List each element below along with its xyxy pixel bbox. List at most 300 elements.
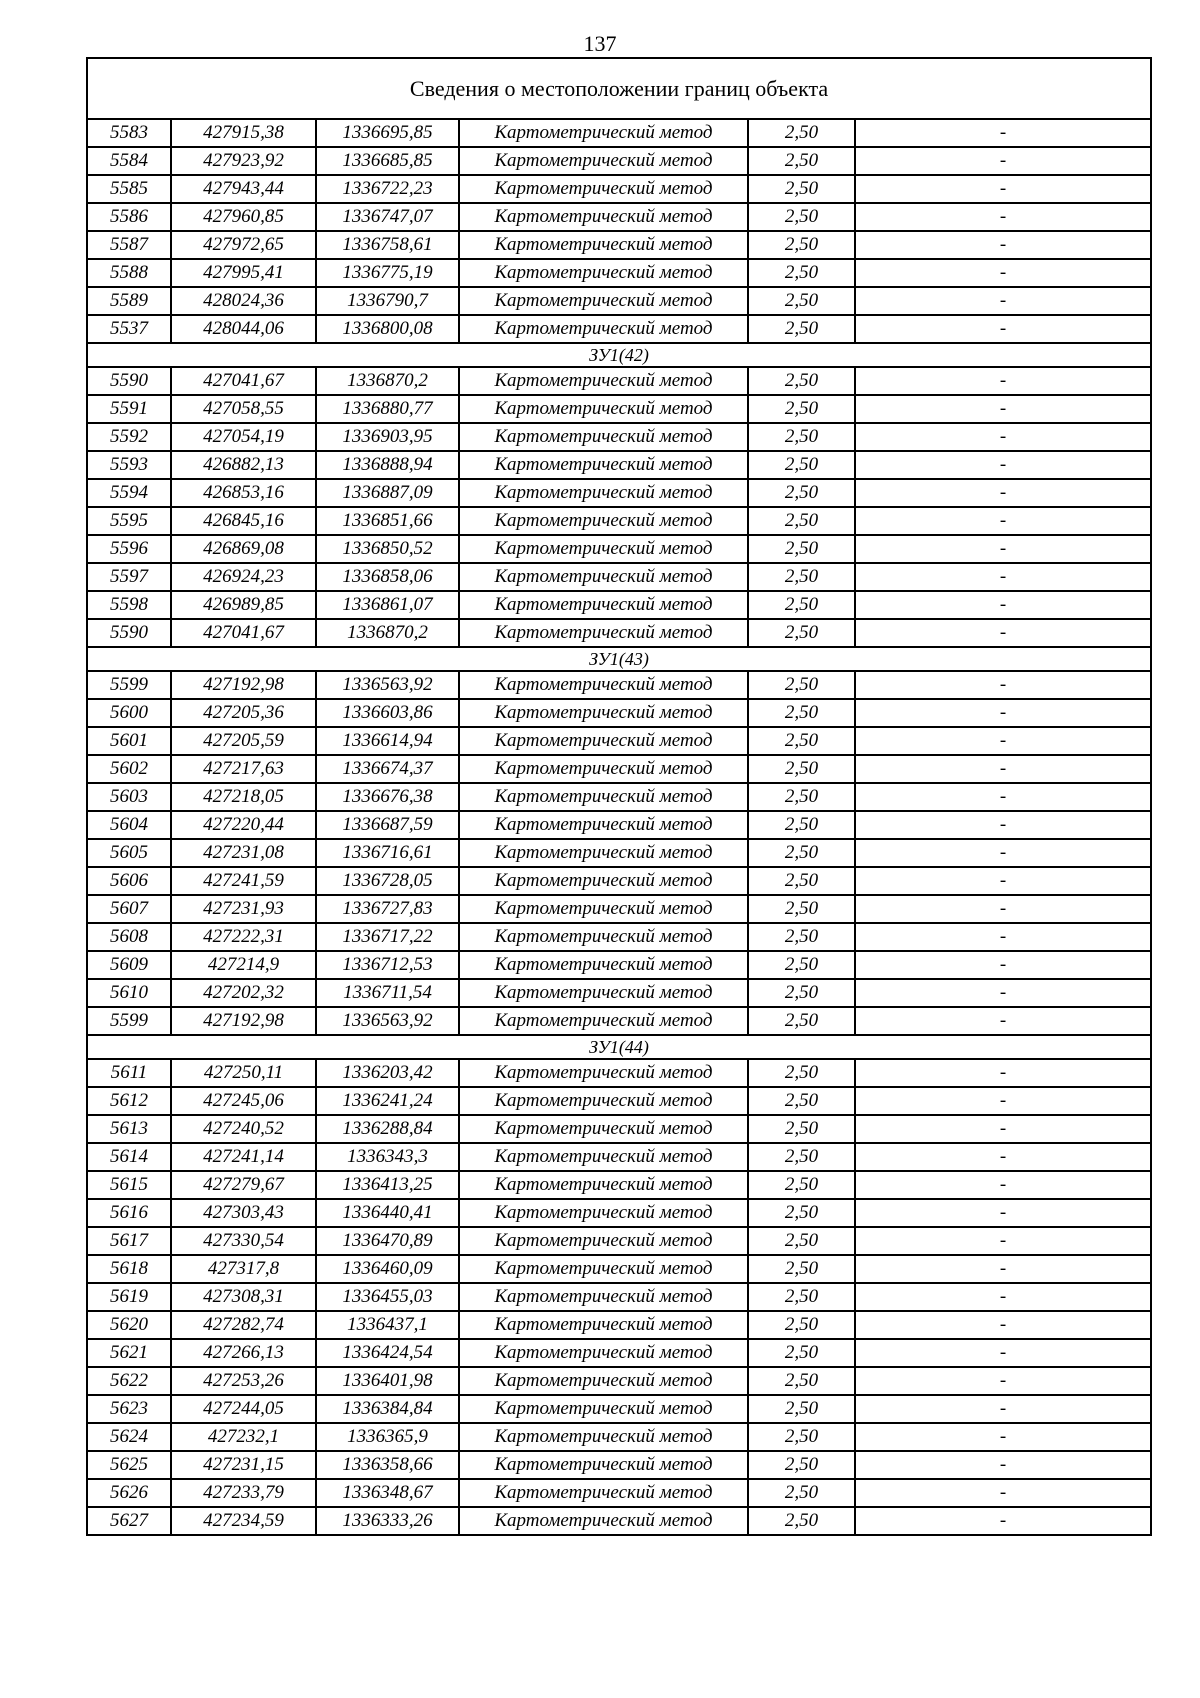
- accuracy-cell: 2,50: [748, 867, 855, 895]
- y-coordinate-cell: 1336717,22: [316, 923, 459, 951]
- method-cell: Картометрический метод: [459, 1367, 748, 1395]
- y-coordinate-cell: 1336888,94: [316, 451, 459, 479]
- method-cell: Картометрический метод: [459, 895, 748, 923]
- point-number-cell: 5589: [87, 287, 171, 315]
- y-coordinate-cell: 1336903,95: [316, 423, 459, 451]
- point-number-cell: 5597: [87, 563, 171, 591]
- point-number-cell: 5599: [87, 671, 171, 699]
- method-cell: Картометрический метод: [459, 1115, 748, 1143]
- method-cell: Картометрический метод: [459, 1311, 748, 1339]
- accuracy-cell: 2,50: [748, 395, 855, 423]
- y-coordinate-cell: 1336870,2: [316, 619, 459, 647]
- table-row: [87, 1115, 1151, 1143]
- table-row: [87, 1339, 1151, 1367]
- point-number-cell: 5622: [87, 1367, 171, 1395]
- method-cell: Картометрический метод: [459, 423, 748, 451]
- description-cell: -: [855, 1007, 1151, 1035]
- table-row: [87, 755, 1151, 783]
- table-row: [87, 1059, 1151, 1087]
- accuracy-cell: 2,50: [748, 671, 855, 699]
- y-coordinate-cell: 1336685,85: [316, 147, 459, 175]
- x-coordinate-cell: 427960,85: [171, 203, 316, 231]
- table-row: [87, 923, 1151, 951]
- point-number-cell: 5627: [87, 1507, 171, 1535]
- x-coordinate-cell: 427205,59: [171, 727, 316, 755]
- point-number-cell: 5590: [87, 619, 171, 647]
- table-row: [87, 1143, 1151, 1171]
- description-cell: -: [855, 1087, 1151, 1115]
- description-cell: -: [855, 783, 1151, 811]
- accuracy-cell: 2,50: [748, 1395, 855, 1423]
- method-cell: Картометрический метод: [459, 1199, 748, 1227]
- description-cell: -: [855, 755, 1151, 783]
- group-label: ЗУ1(42): [87, 343, 1151, 367]
- point-number-cell: 5588: [87, 259, 171, 287]
- point-number-cell: 5607: [87, 895, 171, 923]
- method-cell: Картометрический метод: [459, 619, 748, 647]
- method-cell: Картометрический метод: [459, 811, 748, 839]
- accuracy-cell: 2,50: [748, 287, 855, 315]
- point-number-cell: 5598: [87, 591, 171, 619]
- x-coordinate-cell: 427192,98: [171, 1007, 316, 1035]
- method-cell: Картометрический метод: [459, 1227, 748, 1255]
- y-coordinate-cell: 1336440,41: [316, 1199, 459, 1227]
- accuracy-cell: 2,50: [748, 119, 855, 147]
- description-cell: -: [855, 619, 1151, 647]
- description-cell: -: [855, 1507, 1151, 1535]
- table-row: [87, 1283, 1151, 1311]
- y-coordinate-cell: 1336747,07: [316, 203, 459, 231]
- description-cell: -: [855, 259, 1151, 287]
- group-header-row: [87, 343, 1151, 367]
- method-cell: Картометрический метод: [459, 671, 748, 699]
- accuracy-cell: 2,50: [748, 619, 855, 647]
- y-coordinate-cell: 1336861,07: [316, 591, 459, 619]
- x-coordinate-cell: 427995,41: [171, 259, 316, 287]
- point-number-cell: 5603: [87, 783, 171, 811]
- method-cell: Картометрический метод: [459, 951, 748, 979]
- x-coordinate-cell: 427231,15: [171, 1451, 316, 1479]
- description-cell: -: [855, 979, 1151, 1007]
- x-coordinate-cell: 426845,16: [171, 507, 316, 535]
- table-row: [87, 423, 1151, 451]
- table-row: [87, 507, 1151, 535]
- x-coordinate-cell: 427222,31: [171, 923, 316, 951]
- y-coordinate-cell: 1336676,38: [316, 783, 459, 811]
- table-row: [87, 1199, 1151, 1227]
- description-cell: -: [855, 1199, 1151, 1227]
- y-coordinate-cell: 1336343,3: [316, 1143, 459, 1171]
- point-number-cell: 5590: [87, 367, 171, 395]
- y-coordinate-cell: 1336333,26: [316, 1507, 459, 1535]
- accuracy-cell: 2,50: [748, 259, 855, 287]
- accuracy-cell: 2,50: [748, 1311, 855, 1339]
- y-coordinate-cell: 1336775,19: [316, 259, 459, 287]
- method-cell: Картометрический метод: [459, 1451, 748, 1479]
- point-number-cell: 5624: [87, 1423, 171, 1451]
- x-coordinate-cell: 427058,55: [171, 395, 316, 423]
- description-cell: -: [855, 1367, 1151, 1395]
- table-row: [87, 867, 1151, 895]
- y-coordinate-cell: 1336674,37: [316, 755, 459, 783]
- description-cell: -: [855, 591, 1151, 619]
- x-coordinate-cell: 427266,13: [171, 1339, 316, 1367]
- x-coordinate-cell: 427244,05: [171, 1395, 316, 1423]
- method-cell: Картометрический метод: [459, 1339, 748, 1367]
- table-row: [87, 895, 1151, 923]
- table-row: [87, 259, 1151, 287]
- accuracy-cell: 2,50: [748, 315, 855, 343]
- x-coordinate-cell: 427234,59: [171, 1507, 316, 1535]
- description-cell: -: [855, 1115, 1151, 1143]
- table-title-row: [87, 58, 1151, 119]
- accuracy-cell: 2,50: [748, 451, 855, 479]
- accuracy-cell: 2,50: [748, 839, 855, 867]
- x-coordinate-cell: 427205,36: [171, 699, 316, 727]
- x-coordinate-cell: 427303,43: [171, 1199, 316, 1227]
- x-coordinate-cell: 427279,67: [171, 1171, 316, 1199]
- x-coordinate-cell: 427232,1: [171, 1423, 316, 1451]
- description-cell: -: [855, 727, 1151, 755]
- description-cell: -: [855, 1255, 1151, 1283]
- point-number-cell: 5537: [87, 315, 171, 343]
- point-number-cell: 5600: [87, 699, 171, 727]
- description-cell: -: [855, 1059, 1151, 1087]
- table-title: Сведения о местоположении границ объекта: [87, 58, 1151, 119]
- point-number-cell: 5606: [87, 867, 171, 895]
- x-coordinate-cell: 427041,67: [171, 619, 316, 647]
- point-number-cell: 5604: [87, 811, 171, 839]
- x-coordinate-cell: 427241,59: [171, 867, 316, 895]
- method-cell: Картометрический метод: [459, 923, 748, 951]
- method-cell: Картометрический метод: [459, 1479, 748, 1507]
- point-number-cell: 5619: [87, 1283, 171, 1311]
- accuracy-cell: 2,50: [748, 755, 855, 783]
- method-cell: Картометрический метод: [459, 839, 748, 867]
- y-coordinate-cell: 1336455,03: [316, 1283, 459, 1311]
- description-cell: -: [855, 1227, 1151, 1255]
- method-cell: Картометрический метод: [459, 1007, 748, 1035]
- table-row: [87, 231, 1151, 259]
- description-cell: -: [855, 535, 1151, 563]
- x-coordinate-cell: 426924,23: [171, 563, 316, 591]
- description-cell: -: [855, 451, 1151, 479]
- group-header-row: [87, 1035, 1151, 1059]
- group-label: ЗУ1(43): [87, 647, 1151, 671]
- table-row: [87, 1367, 1151, 1395]
- description-cell: -: [855, 287, 1151, 315]
- method-cell: Картометрический метод: [459, 727, 748, 755]
- table-row: [87, 395, 1151, 423]
- table-row: [87, 727, 1151, 755]
- point-number-cell: 5584: [87, 147, 171, 175]
- x-coordinate-cell: 427250,11: [171, 1059, 316, 1087]
- y-coordinate-cell: 1336384,84: [316, 1395, 459, 1423]
- method-cell: Картометрический метод: [459, 1143, 748, 1171]
- description-cell: -: [855, 1423, 1151, 1451]
- y-coordinate-cell: 1336203,42: [316, 1059, 459, 1087]
- accuracy-cell: 2,50: [748, 1283, 855, 1311]
- method-cell: Картометрический метод: [459, 867, 748, 895]
- accuracy-cell: 2,50: [748, 699, 855, 727]
- table-row: [87, 699, 1151, 727]
- method-cell: Картометрический метод: [459, 119, 748, 147]
- y-coordinate-cell: 1336288,84: [316, 1115, 459, 1143]
- accuracy-cell: 2,50: [748, 1143, 855, 1171]
- accuracy-cell: 2,50: [748, 367, 855, 395]
- method-cell: Картометрический метод: [459, 287, 748, 315]
- table-row: [87, 811, 1151, 839]
- x-coordinate-cell: 428044,06: [171, 315, 316, 343]
- method-cell: Картометрический метод: [459, 395, 748, 423]
- x-coordinate-cell: 427218,05: [171, 783, 316, 811]
- y-coordinate-cell: 1336563,92: [316, 1007, 459, 1035]
- table-row: [87, 1007, 1151, 1035]
- y-coordinate-cell: 1336401,98: [316, 1367, 459, 1395]
- method-cell: Картометрический метод: [459, 1423, 748, 1451]
- x-coordinate-cell: 427943,44: [171, 175, 316, 203]
- y-coordinate-cell: 1336800,08: [316, 315, 459, 343]
- description-cell: -: [855, 175, 1151, 203]
- table-row: [87, 1171, 1151, 1199]
- description-cell: -: [855, 1283, 1151, 1311]
- x-coordinate-cell: 426853,16: [171, 479, 316, 507]
- accuracy-cell: 2,50: [748, 923, 855, 951]
- accuracy-cell: 2,50: [748, 951, 855, 979]
- y-coordinate-cell: 1336758,61: [316, 231, 459, 259]
- description-cell: -: [855, 1339, 1151, 1367]
- description-cell: -: [855, 507, 1151, 535]
- accuracy-cell: 2,50: [748, 1171, 855, 1199]
- x-coordinate-cell: 427241,14: [171, 1143, 316, 1171]
- method-cell: Картометрический метод: [459, 451, 748, 479]
- point-number-cell: 5621: [87, 1339, 171, 1367]
- table-row: [87, 1479, 1151, 1507]
- x-coordinate-cell: 427282,74: [171, 1311, 316, 1339]
- x-coordinate-cell: 427233,79: [171, 1479, 316, 1507]
- description-cell: -: [855, 1311, 1151, 1339]
- description-cell: -: [855, 1451, 1151, 1479]
- x-coordinate-cell: 426989,85: [171, 591, 316, 619]
- y-coordinate-cell: 1336870,2: [316, 367, 459, 395]
- accuracy-cell: 2,50: [748, 1339, 855, 1367]
- accuracy-cell: 2,50: [748, 811, 855, 839]
- y-coordinate-cell: 1336728,05: [316, 867, 459, 895]
- y-coordinate-cell: 1336687,59: [316, 811, 459, 839]
- page-number: 137: [583, 31, 617, 56]
- description-cell: -: [855, 563, 1151, 591]
- point-number-cell: 5605: [87, 839, 171, 867]
- accuracy-cell: 2,50: [748, 1507, 855, 1535]
- accuracy-cell: 2,50: [748, 979, 855, 1007]
- point-number-cell: 5616: [87, 1199, 171, 1227]
- point-number-cell: 5601: [87, 727, 171, 755]
- accuracy-cell: 2,50: [748, 563, 855, 591]
- accuracy-cell: 2,50: [748, 895, 855, 923]
- table-row: [87, 203, 1151, 231]
- table-row: [87, 367, 1151, 395]
- method-cell: Картометрический метод: [459, 315, 748, 343]
- description-cell: -: [855, 119, 1151, 147]
- group-label: ЗУ1(44): [87, 1035, 1151, 1059]
- method-cell: Картометрический метод: [459, 1507, 748, 1535]
- x-coordinate-cell: 427192,98: [171, 671, 316, 699]
- description-cell: -: [855, 895, 1151, 923]
- x-coordinate-cell: 427308,31: [171, 1283, 316, 1311]
- accuracy-cell: 2,50: [748, 1367, 855, 1395]
- method-cell: Картометрический метод: [459, 979, 748, 1007]
- table-row: [87, 619, 1151, 647]
- point-number-cell: 5618: [87, 1255, 171, 1283]
- method-cell: Картометрический метод: [459, 231, 748, 259]
- table-row: [87, 287, 1151, 315]
- y-coordinate-cell: 1336241,24: [316, 1087, 459, 1115]
- x-coordinate-cell: 427054,19: [171, 423, 316, 451]
- y-coordinate-cell: 1336880,77: [316, 395, 459, 423]
- accuracy-cell: 2,50: [748, 147, 855, 175]
- x-coordinate-cell: 427317,8: [171, 1255, 316, 1283]
- x-coordinate-cell: 427240,52: [171, 1115, 316, 1143]
- point-number-cell: 5586: [87, 203, 171, 231]
- point-number-cell: 5612: [87, 1087, 171, 1115]
- accuracy-cell: 2,50: [748, 1059, 855, 1087]
- x-coordinate-cell: 427330,54: [171, 1227, 316, 1255]
- table-row: [87, 479, 1151, 507]
- method-cell: Картометрический метод: [459, 1059, 748, 1087]
- description-cell: -: [855, 423, 1151, 451]
- method-cell: Картометрический метод: [459, 507, 748, 535]
- method-cell: Картометрический метод: [459, 1283, 748, 1311]
- x-coordinate-cell: 427245,06: [171, 1087, 316, 1115]
- table-row: [87, 175, 1151, 203]
- accuracy-cell: 2,50: [748, 1227, 855, 1255]
- method-cell: Картометрический метод: [459, 591, 748, 619]
- table-row: [87, 979, 1151, 1007]
- y-coordinate-cell: 1336563,92: [316, 671, 459, 699]
- description-cell: -: [855, 811, 1151, 839]
- point-number-cell: 5620: [87, 1311, 171, 1339]
- x-coordinate-cell: 427253,26: [171, 1367, 316, 1395]
- point-number-cell: 5587: [87, 231, 171, 259]
- y-coordinate-cell: 1336858,06: [316, 563, 459, 591]
- y-coordinate-cell: 1336887,09: [316, 479, 459, 507]
- method-cell: Картометрический метод: [459, 1255, 748, 1283]
- method-cell: Картометрический метод: [459, 479, 748, 507]
- description-cell: -: [855, 671, 1151, 699]
- table-row: [87, 1227, 1151, 1255]
- y-coordinate-cell: 1336413,25: [316, 1171, 459, 1199]
- point-number-cell: 5593: [87, 451, 171, 479]
- x-coordinate-cell: 426882,13: [171, 451, 316, 479]
- description-cell: -: [855, 839, 1151, 867]
- accuracy-cell: 2,50: [748, 423, 855, 451]
- description-cell: -: [855, 1479, 1151, 1507]
- x-coordinate-cell: 427220,44: [171, 811, 316, 839]
- description-cell: -: [855, 147, 1151, 175]
- y-coordinate-cell: 1336614,94: [316, 727, 459, 755]
- table-row: [87, 315, 1151, 343]
- x-coordinate-cell: 428024,36: [171, 287, 316, 315]
- accuracy-cell: 2,50: [748, 1199, 855, 1227]
- method-cell: Картометрический метод: [459, 367, 748, 395]
- accuracy-cell: 2,50: [748, 203, 855, 231]
- point-number-cell: 5626: [87, 1479, 171, 1507]
- accuracy-cell: 2,50: [748, 1115, 855, 1143]
- table-row: [87, 535, 1151, 563]
- description-cell: -: [855, 231, 1151, 259]
- table-row: [87, 591, 1151, 619]
- point-number-cell: 5609: [87, 951, 171, 979]
- y-coordinate-cell: 1336712,53: [316, 951, 459, 979]
- y-coordinate-cell: 1336711,54: [316, 979, 459, 1007]
- table-row: [87, 783, 1151, 811]
- x-coordinate-cell: 427041,67: [171, 367, 316, 395]
- method-cell: Картометрический метод: [459, 1087, 748, 1115]
- point-number-cell: 5610: [87, 979, 171, 1007]
- description-cell: -: [855, 1143, 1151, 1171]
- x-coordinate-cell: 427915,38: [171, 119, 316, 147]
- point-number-cell: 5585: [87, 175, 171, 203]
- x-coordinate-cell: 427217,63: [171, 755, 316, 783]
- description-cell: -: [855, 923, 1151, 951]
- point-number-cell: 5595: [87, 507, 171, 535]
- description-cell: -: [855, 395, 1151, 423]
- description-cell: -: [855, 203, 1151, 231]
- method-cell: Картометрический метод: [459, 259, 748, 287]
- group-header-row: [87, 647, 1151, 671]
- accuracy-cell: 2,50: [748, 1007, 855, 1035]
- y-coordinate-cell: 1336424,54: [316, 1339, 459, 1367]
- table-row: [87, 839, 1151, 867]
- accuracy-cell: 2,50: [748, 535, 855, 563]
- point-number-cell: 5591: [87, 395, 171, 423]
- accuracy-cell: 2,50: [748, 783, 855, 811]
- point-number-cell: 5617: [87, 1227, 171, 1255]
- method-cell: Картометрический метод: [459, 563, 748, 591]
- table-row: [87, 1451, 1151, 1479]
- description-cell: -: [855, 699, 1151, 727]
- accuracy-cell: 2,50: [748, 507, 855, 535]
- point-number-cell: 5625: [87, 1451, 171, 1479]
- y-coordinate-cell: 1336851,66: [316, 507, 459, 535]
- x-coordinate-cell: 426869,08: [171, 535, 316, 563]
- point-number-cell: 5608: [87, 923, 171, 951]
- accuracy-cell: 2,50: [748, 231, 855, 259]
- accuracy-cell: 2,50: [748, 479, 855, 507]
- point-number-cell: 5614: [87, 1143, 171, 1171]
- table-row: [87, 1087, 1151, 1115]
- y-coordinate-cell: 1336850,52: [316, 535, 459, 563]
- y-coordinate-cell: 1336358,66: [316, 1451, 459, 1479]
- x-coordinate-cell: 427923,92: [171, 147, 316, 175]
- table-row: [87, 1255, 1151, 1283]
- table-row: [87, 1507, 1151, 1535]
- point-number-cell: 5602: [87, 755, 171, 783]
- point-number-cell: 5599: [87, 1007, 171, 1035]
- y-coordinate-cell: 1336722,23: [316, 175, 459, 203]
- description-cell: -: [855, 367, 1151, 395]
- table-row: [87, 119, 1151, 147]
- description-cell: -: [855, 315, 1151, 343]
- accuracy-cell: 2,50: [748, 1255, 855, 1283]
- point-number-cell: 5615: [87, 1171, 171, 1199]
- point-number-cell: 5596: [87, 535, 171, 563]
- accuracy-cell: 2,50: [748, 591, 855, 619]
- x-coordinate-cell: 427214,9: [171, 951, 316, 979]
- method-cell: Картометрический метод: [459, 699, 748, 727]
- description-cell: -: [855, 951, 1151, 979]
- y-coordinate-cell: 1336365,9: [316, 1423, 459, 1451]
